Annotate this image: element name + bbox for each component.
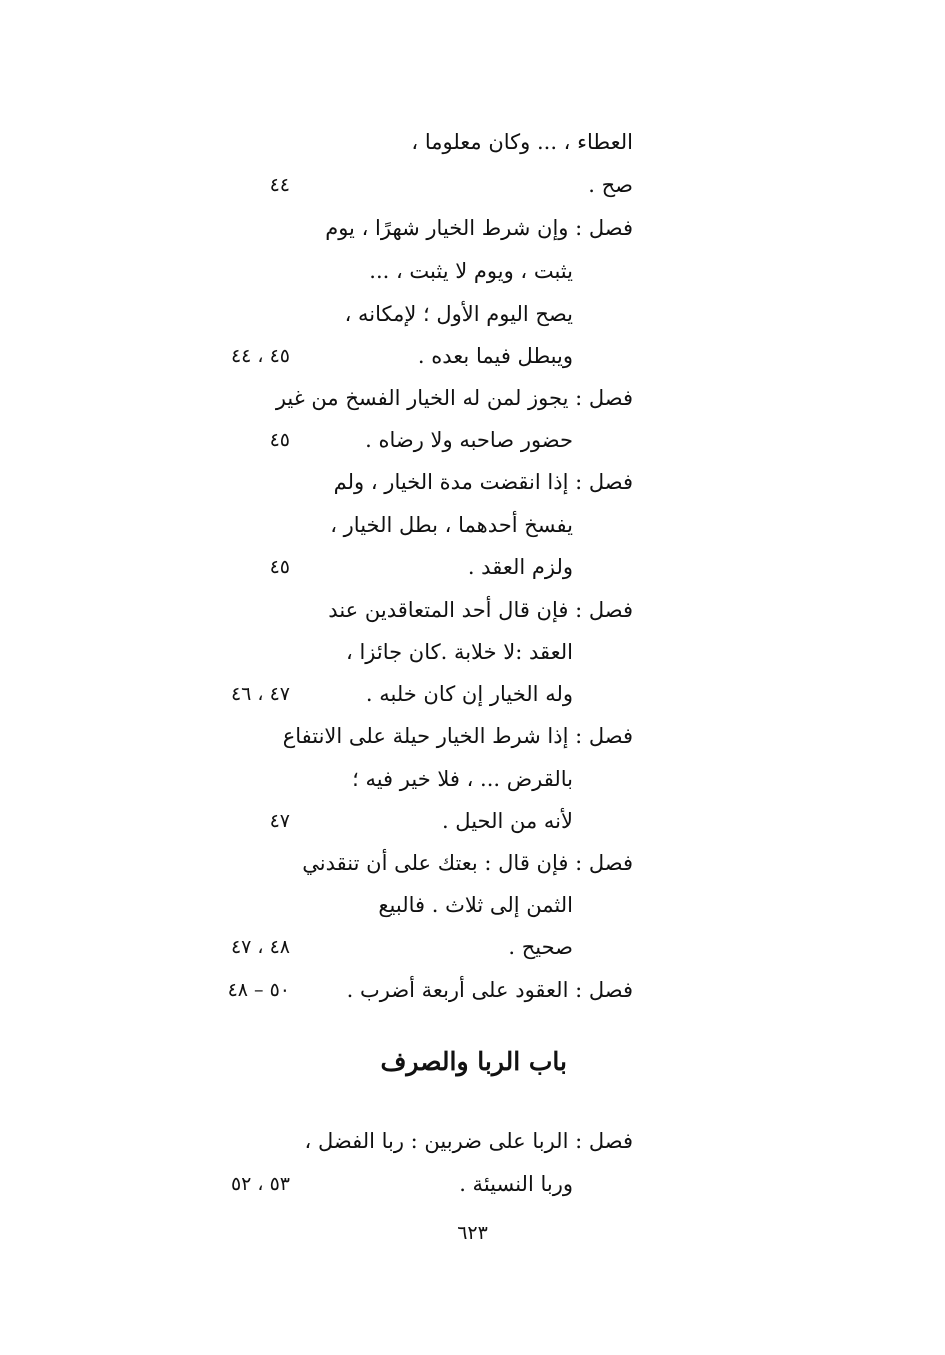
- entry-line: يصح اليوم الأول ؛ لإمكانه ،: [344, 302, 573, 326]
- page-reference: ٤٥ ، ٤٤: [230, 345, 290, 367]
- entry-line: فصل : الربا على ضربين : ربا الفضل ،: [304, 1129, 633, 1153]
- entry-line: يفسخ أحدهما ، بطل الخيار ،: [330, 513, 573, 537]
- entry-line: فصل : العقود على أربعة أضرب .: [346, 978, 633, 1002]
- page-reference: ٥٠ – ٤٨: [227, 979, 290, 1001]
- entry-line: فصل : إذا شرط الخيار حيلة على الانتفاع: [282, 724, 633, 748]
- page-reference: ٤٥: [269, 556, 290, 578]
- entry-line: العقد :لا خلابة .كان جائزا ،: [346, 640, 573, 664]
- page-reference: ٤٤: [269, 174, 290, 196]
- entry-line: صح .: [588, 173, 633, 197]
- page-reference: ٤٧ ، ٤٦: [230, 683, 290, 705]
- entry-line: يثبت ، ويوم لا يثبت ، ...: [369, 259, 573, 283]
- entry-line: فصل : فإن قال : بعتك على أن تنقدني: [302, 851, 633, 875]
- page-reference: ٤٥: [269, 429, 290, 451]
- entry-line: الثمن إلى ثلاث . فالبيع: [378, 893, 573, 917]
- entry-line: فصل : إذا انقضت مدة الخيار ، ولم: [333, 470, 633, 494]
- page-reference: ٤٧: [269, 810, 290, 832]
- chapter-heading: باب الربا والصرف: [380, 1047, 567, 1076]
- entry-line: لأنه من الحيل .: [441, 809, 573, 833]
- entry-line: فصل : فإن قال أحد المتعاقدين عند: [328, 598, 633, 622]
- entry-line: العطاء ، ... وكان معلوما ،: [411, 130, 633, 154]
- page-reference: ٤٨ ، ٤٧: [230, 936, 290, 958]
- page-number: ٦٢٣: [457, 1222, 488, 1244]
- entry-line: بالقرض ... ، فلا خير فيه ؛: [352, 767, 573, 791]
- entry-line: ولزم العقد .: [467, 555, 573, 579]
- entry-line: وله الخيار إن كان خلبه .: [365, 682, 573, 706]
- entry-line: فصل : وإن شرط الخيار شهرًا ، يوم: [325, 216, 633, 240]
- entry-line: حضور صاحبه ولا رضاه .: [365, 428, 573, 452]
- page-reference: ٥٣ ، ٥٢: [230, 1173, 290, 1195]
- entry-line: ويبطل فيما بعده .: [417, 344, 573, 368]
- entry-line: فصل : يجوز لمن له الخيار الفسخ من غير: [275, 386, 633, 410]
- entry-line: صحيح .: [508, 935, 573, 959]
- entry-line: وربا النسيئة .: [459, 1172, 573, 1196]
